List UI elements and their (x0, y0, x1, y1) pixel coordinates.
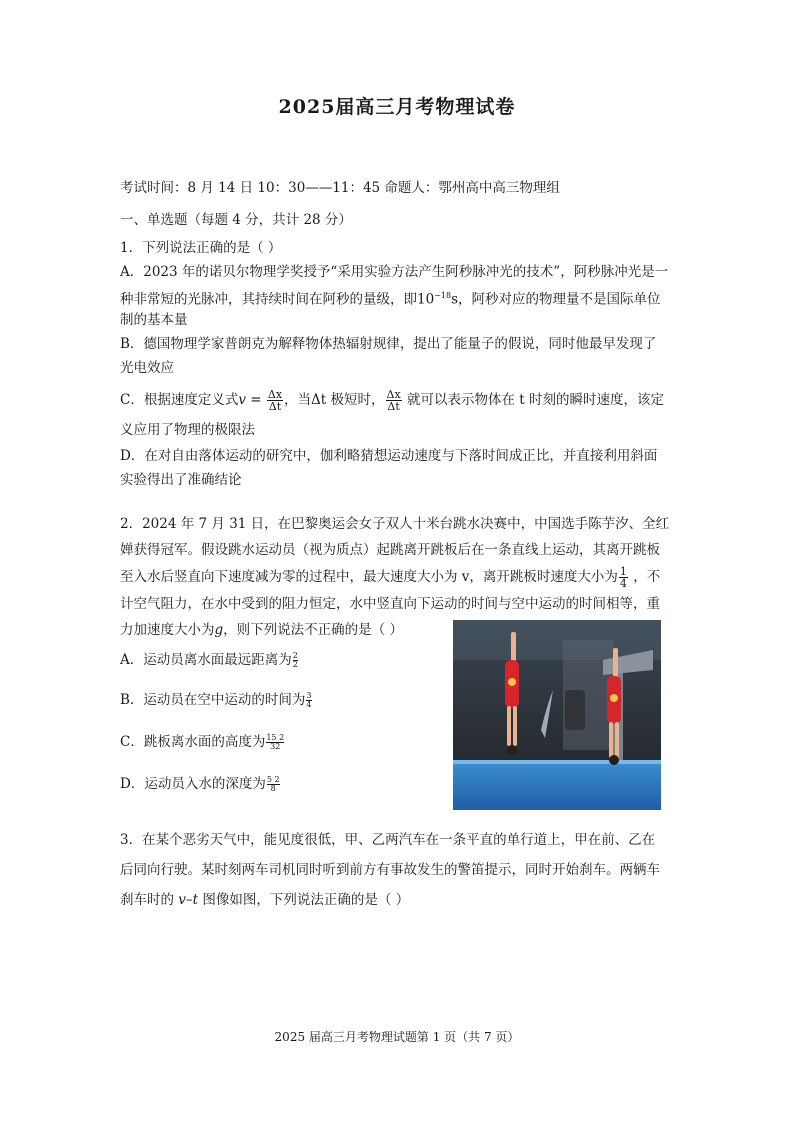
q2-option-c (120, 732, 284, 752)
q2-line3 (120, 566, 660, 589)
q2-a-text: A．运动员离水面最远距离为 (120, 652, 292, 668)
q3-l3-text: 刹车时的 (120, 892, 179, 908)
q1-option-a-line1: A．2023 年的诺贝尔物理学奖授予“采用实验方法产生阿秒脉冲光的技术”，阿秒脉冲光是一 (120, 264, 669, 280)
q2-option-a (120, 650, 298, 670)
section-heading: 一、单选题（每题 4 分，共计 28 分） (120, 212, 352, 228)
q2-d-fraction (267, 776, 280, 793)
q2-line4: 计空气阻力，在水中受到的阻力恒定，水中竖直向下运动的时间与空中运动的时间相等，重 (120, 596, 660, 612)
q2-l3-num: 1 (619, 565, 627, 578)
q1-c-fraction2 (386, 389, 402, 412)
q1-c-var: v (238, 392, 246, 408)
q2-c-fraction (266, 734, 284, 751)
q2-a-fraction (293, 652, 298, 669)
q1-option-a-line2 (120, 286, 661, 310)
q2-c-text: C．跳板离水面的高度为 (120, 734, 266, 750)
q1-c-eq: = (245, 392, 266, 408)
q1-c-mid1: ，当Δt 极短时， (284, 392, 385, 408)
q1-c-frac2-den: Δt (387, 400, 400, 413)
q1-c-frac-num: Δx (267, 388, 283, 401)
diving-photo (453, 620, 661, 810)
q2-option-b (120, 690, 312, 710)
q2-l3-text: 至入水后竖直向下速度减为零的过程中，最大速度大小为 v，离开跳板时速度大小为 (120, 569, 618, 585)
q1-option-c-line2: 义应用了物理的极限法 (120, 422, 255, 438)
page-footer: 2025 届高三月考物理试题第 1 页（共 7 页） (274, 1030, 520, 1044)
q2-a-den: 2 (292, 660, 298, 669)
page-title: 2025届高三月考物理试卷 (278, 96, 516, 118)
q2-c-num: 15 2 (266, 733, 285, 742)
q1-stem: 1．下列说法正确的是（ ） (120, 240, 282, 256)
diving-photo-illustration (453, 620, 661, 810)
q1-option-a-line3: 制的基本量 (120, 312, 188, 328)
q2-a-num: 2 (292, 651, 298, 660)
q2-line1: 2．2024 年 7 月 31 日，在巴黎奥运会女子双人十米台跳水决赛中，中国选手陈芋汐、全红 (120, 516, 670, 532)
q1-c-fraction1 (267, 389, 283, 412)
q3-line1: 3．在某个恶劣天气中，能见度很低，甲、乙两汽车在一条平直的单行道上，甲在前、乙在 (120, 832, 656, 848)
exam-info: 考试时间：8 月 14 日 10：30——11：45 命题人：鄂州高中高三物理组 (120, 180, 560, 196)
q2-d-text: D．运动员入水的深度为 (120, 776, 266, 792)
q2-b-den: 4 (306, 700, 312, 709)
q1-c-mid2: 就可以表示物体在 t 时刻的瞬时速度，该定 (402, 392, 664, 408)
q2-line5 (120, 620, 403, 640)
q1-a2-exponent: −18 (434, 291, 452, 300)
q2-c-den: 32 (270, 742, 281, 751)
q1-option-b-line1: B．德国物理学家普朗克为解释物体热辐射规律，提出了能量子的假说，同时他最早发现了 (120, 336, 657, 352)
q1-a2-text-post: s，阿秒对应的物理量不是国际单位 (451, 291, 661, 308)
q2-l3-den: 4 (619, 577, 627, 590)
q1-option-d-line1: D．在对自由落体运动的研究中，伽利略猜想运动速度与下落时间成正比，并直接利用斜面 (120, 448, 658, 464)
q3-l3-post: 图像如图，下列说法正确的是（ ） (198, 892, 410, 908)
q1-a2-text: 种非常短的光脉冲，其持续时间在阿秒的量级，即 (120, 291, 417, 308)
q1-c-text: C．根据速度定义式 (120, 392, 239, 408)
q2-b-fraction (306, 692, 311, 709)
q2-l5-post: ，则下列说法不正确的是（ ） (223, 622, 403, 638)
q1-option-b-line2: 光电效应 (120, 360, 174, 376)
q2-d-den: 8 (270, 784, 276, 793)
q3-line3 (120, 890, 409, 910)
q2-l5-g: g (214, 622, 224, 638)
q2-l3-post: ，不 (628, 569, 661, 585)
q1-c-frac-den: Δt (268, 400, 282, 413)
q1-option-c-line1 (120, 386, 664, 414)
q3-line2: 后同向行驶。某时刻两车司机同时听到前方有事故发生的警笛提示，同时开始刹车。两辆车 (120, 862, 660, 878)
q1-a2-power: 10 (417, 291, 435, 308)
q2-line2: 婵获得冠军。假设跳水运动员（视为质点）起跳离开跳板后在一条直线上运动，其离开跳板 (120, 542, 660, 558)
q2-l3-fraction (619, 566, 628, 589)
q2-l5-text: 力加速度大小为 (120, 622, 215, 638)
q1-option-d-line2: 实验得出了准确结论 (120, 472, 242, 488)
q2-b-text: B．运动员在空中运动的时间为 (120, 692, 306, 708)
q2-option-d (120, 774, 280, 794)
q3-l3-vt: v–t (178, 892, 199, 908)
q1-c-frac2-num: Δx (386, 388, 401, 401)
q2-d-num: 5 2 (266, 775, 280, 784)
q2-b-num: 3 (306, 691, 312, 700)
